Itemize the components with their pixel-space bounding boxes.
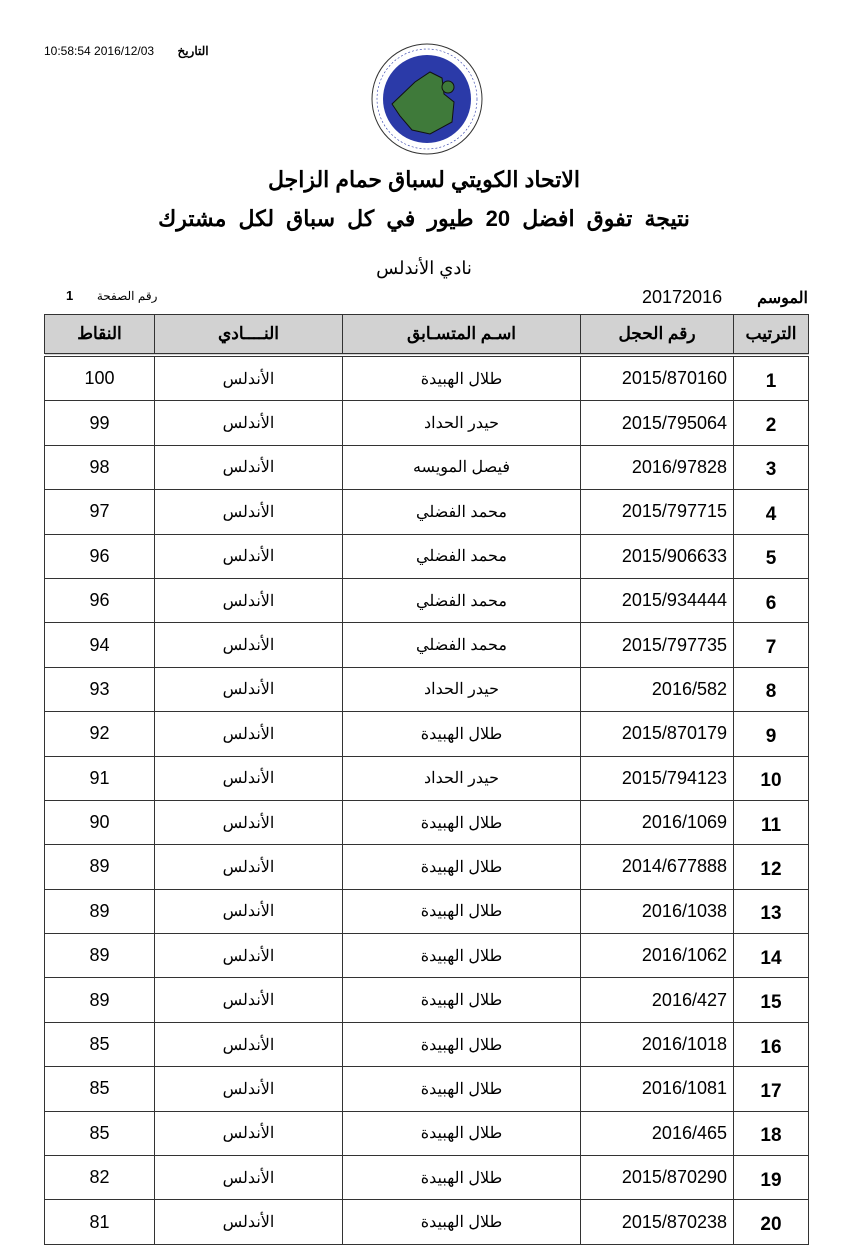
cell-club: الأندلس [155, 355, 343, 401]
page-number [66, 288, 157, 303]
cell-club: الأندلس [155, 889, 343, 933]
cell-rank: 2 [734, 401, 809, 445]
cell-rank: 13 [734, 889, 809, 933]
cell-points: 82 [45, 1156, 155, 1200]
date-value: 10:58:54 2016/12/03 [44, 44, 155, 58]
header-points: النقاط [45, 315, 155, 356]
cell-club: الأندلس [155, 401, 343, 445]
cell-ring: 2016/1038 [581, 889, 734, 933]
cell-points: 85 [45, 1022, 155, 1066]
cell-rank: 3 [734, 445, 809, 489]
cell-name: طلال الهبيدة [343, 934, 581, 978]
cell-ring: 2015/906633 [581, 534, 734, 578]
cell-ring: 2016/465 [581, 1111, 734, 1155]
table-row [45, 1200, 809, 1244]
cell-points: 99 [45, 401, 155, 445]
cell-ring: 2015/797715 [581, 490, 734, 534]
federation-title: الاتحاد الكويتي لسباق حمام الزاجل [267, 167, 581, 192]
table-row [45, 712, 809, 756]
cell-club: الأندلس [155, 845, 343, 889]
season-label: الموسم [757, 290, 808, 307]
cell-ring: 2014/677888 [581, 845, 734, 889]
cell-name: طلال الهبيدة [343, 1156, 581, 1200]
cell-points: 91 [45, 756, 155, 800]
table-row [45, 845, 809, 889]
header-name: اسـم المتسـابق [343, 315, 581, 356]
cell-rank: 16 [734, 1022, 809, 1066]
cell-club: الأندلس [155, 1156, 343, 1200]
table-row [45, 889, 809, 933]
cell-rank: 4 [734, 490, 809, 534]
cell-club: الأندلس [155, 1111, 343, 1155]
cell-name: طلال الهبيدة [343, 1200, 581, 1244]
cell-club: الأندلس [155, 1067, 343, 1111]
table-row [45, 355, 809, 401]
cell-name: فيصل المويسه [343, 445, 581, 489]
cell-club: الأندلس [155, 934, 343, 978]
table-row [45, 1067, 809, 1111]
cell-name: طلال الهبيدة [343, 355, 581, 401]
season-value: 20172016 [642, 287, 723, 307]
cell-rank: 5 [734, 534, 809, 578]
cell-name: حيدر الحداد [343, 667, 581, 711]
cell-ring: 2016/582 [581, 667, 734, 711]
date-label: التاريخ [177, 44, 209, 58]
cell-ring: 2015/934444 [581, 578, 734, 622]
table-row [45, 1022, 809, 1066]
cell-rank: 17 [734, 1067, 809, 1111]
header-club: النــــادي [155, 315, 343, 356]
cell-club: الأندلس [155, 490, 343, 534]
cell-points: 85 [45, 1067, 155, 1111]
cell-name: محمد الفضلي [343, 534, 581, 578]
cell-points: 90 [45, 800, 155, 844]
federation-logo [370, 42, 485, 157]
cell-rank: 6 [734, 578, 809, 622]
table-row [45, 623, 809, 667]
cell-rank: 8 [734, 667, 809, 711]
cell-ring: 2015/870238 [581, 1200, 734, 1244]
cell-ring: 2016/1062 [581, 934, 734, 978]
cell-club: الأندلس [155, 1200, 343, 1244]
cell-club: الأندلس [155, 978, 343, 1022]
cell-name: طلال الهبيدة [343, 1022, 581, 1066]
cell-points: 93 [45, 667, 155, 711]
table-row [45, 490, 809, 534]
club-title: نادي الأندلس [376, 258, 472, 278]
cell-club: الأندلس [155, 445, 343, 489]
cell-club: الأندلس [155, 623, 343, 667]
cell-rank: 11 [734, 800, 809, 844]
cell-points: 96 [45, 578, 155, 622]
season [642, 287, 808, 308]
cell-name: طلال الهبيدة [343, 889, 581, 933]
cell-rank: 20 [734, 1200, 809, 1244]
cell-rank: 19 [734, 1156, 809, 1200]
header-rank: الترتيب [734, 315, 809, 356]
cell-club: الأندلس [155, 712, 343, 756]
table-row [45, 978, 809, 1022]
cell-ring: 2015/870290 [581, 1156, 734, 1200]
table-row [45, 934, 809, 978]
cell-points: 81 [45, 1200, 155, 1244]
cell-name: طلال الهبيدة [343, 800, 581, 844]
cell-points: 94 [45, 623, 155, 667]
cell-rank: 7 [734, 623, 809, 667]
cell-ring: 2016/1081 [581, 1067, 734, 1111]
cell-ring: 2015/870160 [581, 355, 734, 401]
cell-ring: 2015/797735 [581, 623, 734, 667]
cell-points: 89 [45, 845, 155, 889]
cell-rank: 10 [734, 756, 809, 800]
table-row [45, 1156, 809, 1200]
cell-ring: 2016/97828 [581, 445, 734, 489]
cell-club: الأندلس [155, 578, 343, 622]
cell-ring: 2015/870179 [581, 712, 734, 756]
cell-name: طلال الهبيدة [343, 1111, 581, 1155]
table-row [45, 667, 809, 711]
table-row [45, 1111, 809, 1155]
table-row [45, 401, 809, 445]
cell-rank: 12 [734, 845, 809, 889]
cell-rank: 18 [734, 1111, 809, 1155]
report-title: نتيجة تفوق افضل 20 طيور في كل سباق لكل مشترك [158, 206, 690, 231]
cell-points: 89 [45, 934, 155, 978]
cell-rank: 9 [734, 712, 809, 756]
cell-points: 97 [45, 490, 155, 534]
cell-name: طلال الهبيدة [343, 712, 581, 756]
cell-ring: 2015/795064 [581, 401, 734, 445]
cell-points: 85 [45, 1111, 155, 1155]
cell-points: 98 [45, 445, 155, 489]
cell-points: 89 [45, 978, 155, 1022]
cell-points: 100 [45, 355, 155, 401]
cell-name: طلال الهبيدة [343, 978, 581, 1022]
cell-ring: 2016/427 [581, 978, 734, 1022]
cell-name: حيدر الحداد [343, 756, 581, 800]
cell-points: 92 [45, 712, 155, 756]
table-row [45, 578, 809, 622]
table-row [45, 800, 809, 844]
cell-points: 89 [45, 889, 155, 933]
cell-ring: 2015/794123 [581, 756, 734, 800]
page-value: 1 [66, 288, 74, 303]
results-table [44, 314, 809, 1245]
table-row [45, 534, 809, 578]
cell-rank: 1 [734, 355, 809, 401]
cell-name: طلال الهبيدة [343, 845, 581, 889]
cell-name: طلال الهبيدة [343, 1067, 581, 1111]
cell-rank: 14 [734, 934, 809, 978]
cell-club: الأندلس [155, 800, 343, 844]
page-label: رقم الصفحة [96, 289, 158, 303]
cell-ring: 2016/1069 [581, 800, 734, 844]
print-date [44, 44, 209, 58]
header-ring: رقم الحجل [581, 315, 734, 356]
cell-club: الأندلس [155, 534, 343, 578]
cell-ring: 2016/1018 [581, 1022, 734, 1066]
table-row [45, 445, 809, 489]
cell-name: محمد الفضلي [343, 490, 581, 534]
cell-name: محمد الفضلي [343, 578, 581, 622]
cell-club: الأندلس [155, 667, 343, 711]
cell-name: محمد الفضلي [343, 623, 581, 667]
table-header-row [45, 315, 809, 356]
cell-points: 96 [45, 534, 155, 578]
cell-club: الأندلس [155, 1022, 343, 1066]
table-row [45, 756, 809, 800]
cell-club: الأندلس [155, 756, 343, 800]
cell-rank: 15 [734, 978, 809, 1022]
cell-name: حيدر الحداد [343, 401, 581, 445]
